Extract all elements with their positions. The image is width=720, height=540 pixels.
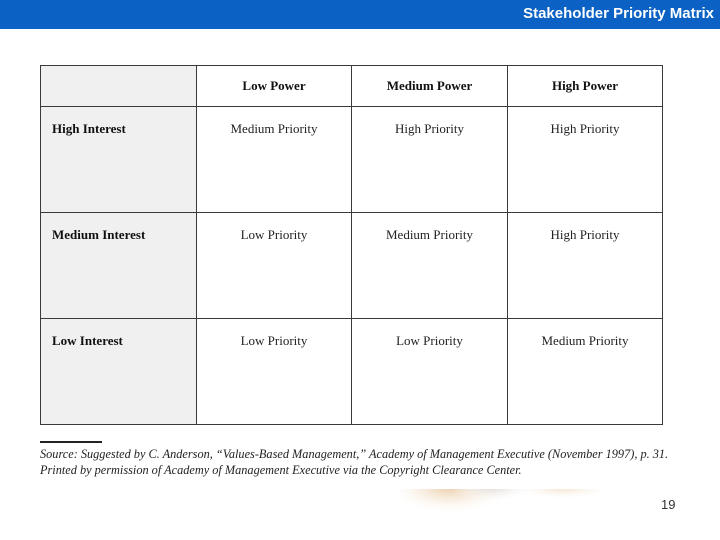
source-divider bbox=[40, 441, 102, 443]
matrix-corner-cell bbox=[41, 66, 197, 107]
row-header-medium-interest: Medium Interest bbox=[41, 213, 197, 319]
column-header-low-power: Low Power bbox=[197, 66, 352, 107]
matrix-cell: Medium Priority bbox=[197, 107, 352, 213]
matrix-cell: Medium Priority bbox=[508, 319, 663, 425]
matrix-cell: Medium Priority bbox=[352, 213, 508, 319]
matrix-row-low-interest bbox=[41, 319, 663, 425]
source-citation: Source: Suggested by C. Anderson, “Values-Based Management,” Academy of Management Executive (November 1997), p. 31. Printed by permission of Academy of Management Executive via the Copyright Clearance Center. bbox=[40, 447, 669, 477]
title-bar bbox=[0, 0, 720, 29]
slide-title: Stakeholder Priority Matrix bbox=[523, 5, 714, 22]
matrix-cell: Low Priority bbox=[197, 213, 352, 319]
matrix-cell: Low Priority bbox=[352, 319, 508, 425]
matrix-cell: High Priority bbox=[508, 213, 663, 319]
matrix-row-high-interest bbox=[41, 107, 663, 213]
matrix-cell: High Priority bbox=[508, 107, 663, 213]
page-number: 19 bbox=[661, 497, 676, 512]
matrix-row-medium-interest bbox=[41, 213, 663, 319]
column-header-high-power: High Power bbox=[508, 66, 663, 107]
matrix-cell: Low Priority bbox=[197, 319, 352, 425]
matrix-cell: High Priority bbox=[352, 107, 508, 213]
row-header-low-interest: Low Interest bbox=[41, 319, 197, 425]
priority-matrix bbox=[40, 65, 663, 425]
column-header-medium-power: Medium Power bbox=[352, 66, 508, 107]
decorative-background-image bbox=[398, 489, 638, 517]
matrix-header-row bbox=[41, 66, 663, 107]
row-header-high-interest: High Interest bbox=[41, 107, 197, 213]
